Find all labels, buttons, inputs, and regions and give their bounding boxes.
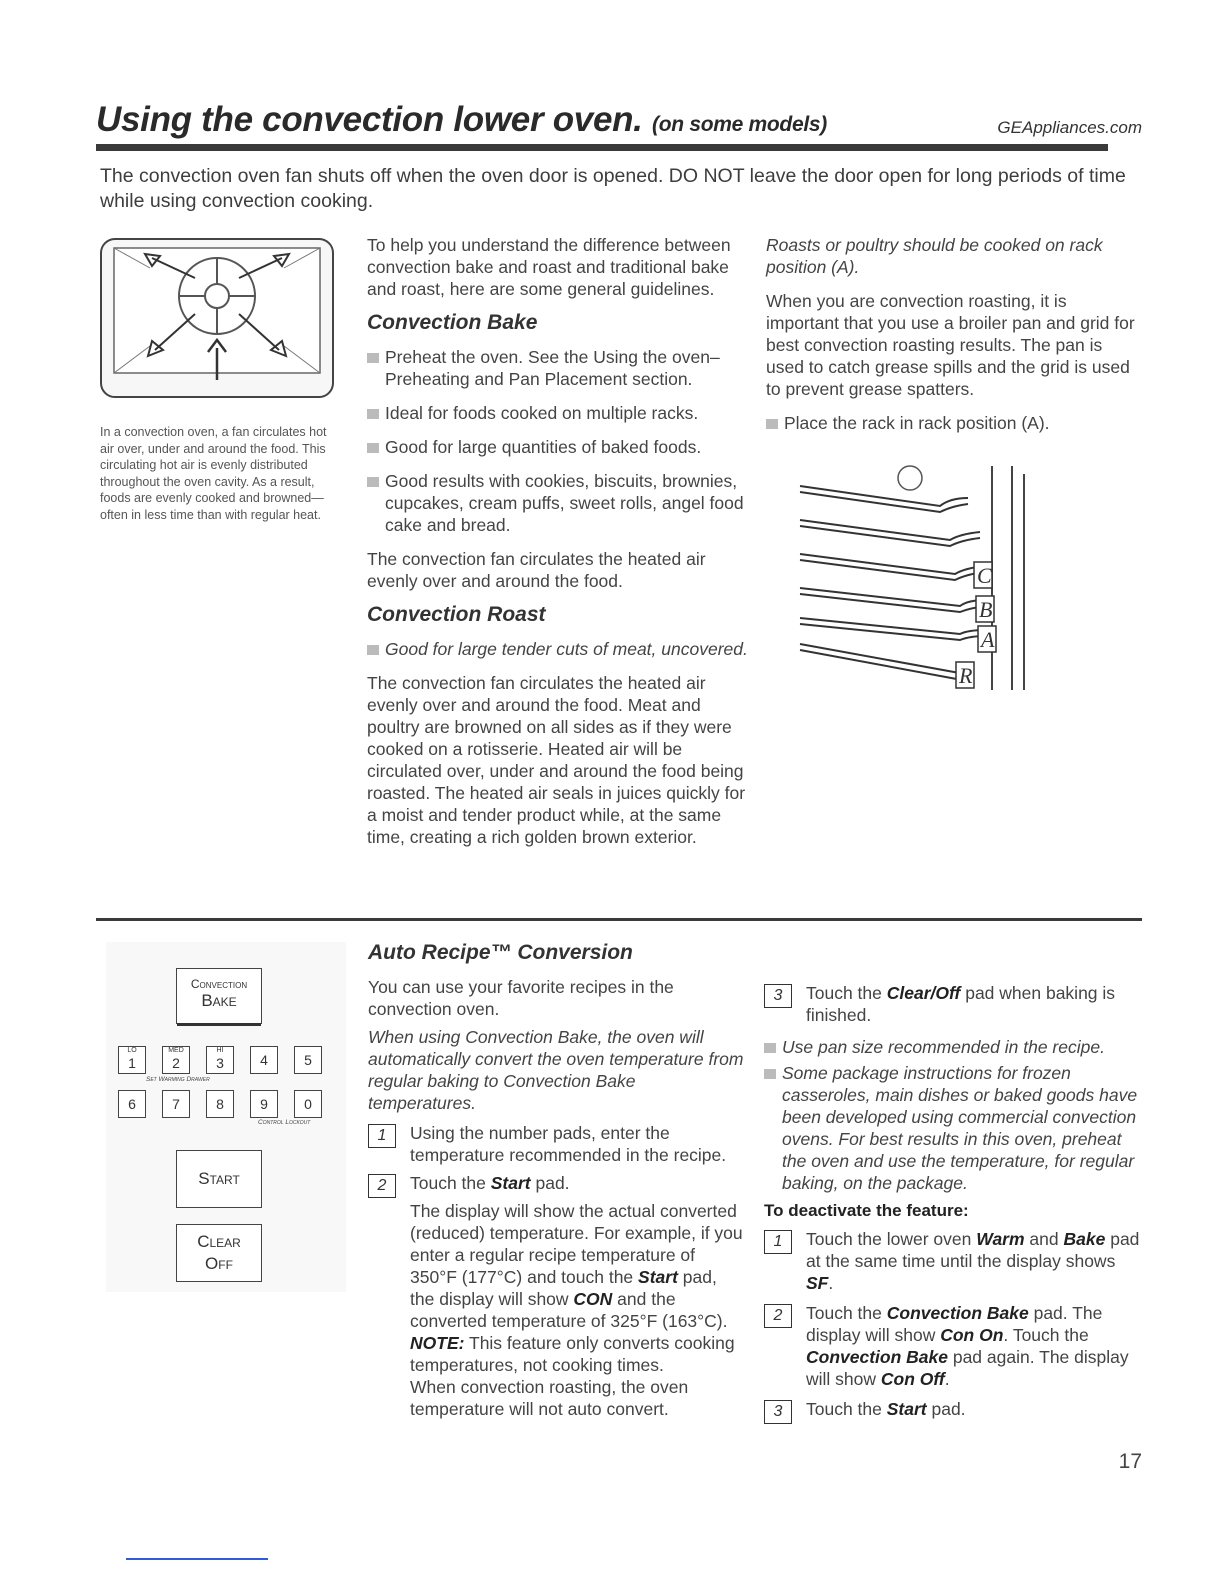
step-number: 1 <box>368 1124 396 1148</box>
roast-note: When convection roasting, the oven temperature will not auto convert. <box>410 1377 689 1419</box>
step-text: Using the number pads, enter the temperature recommended in the recipe. <box>410 1123 727 1165</box>
convection-bake-pad-ref: Convection Bake <box>886 1303 1029 1323</box>
step-text-end: . <box>828 1273 834 1293</box>
display-explanation <box>368 1200 744 1420</box>
step-number: 1 <box>764 1230 792 1254</box>
number-key: 4 <box>250 1046 278 1074</box>
number-key <box>206 1046 234 1074</box>
step-text: Touch the <box>410 1173 491 1193</box>
keypad-figure <box>106 942 346 1292</box>
figure-caption: In a convection oven, a fan circulates hot air over, under and around the food. This circulating hot air is evenly distributed throughout the oven cavity. As a result, foods are evenly cooked and browned—often in less time than with regular heat. <box>100 425 327 522</box>
number-key: 5 <box>294 1046 322 1074</box>
key-label-line1: Convection <box>190 977 248 991</box>
list-item: Place the rack in rack position (A). <box>766 412 1142 434</box>
auto-description: When using Convection Bake, the oven will automatically convert the oven temperature from regular baking to Convection Bake temperatures. <box>368 1027 744 1113</box>
display-sf: SF <box>806 1273 829 1293</box>
auto-intro: You can use your favorite recipes in the convection oven. <box>368 977 674 1019</box>
display-con-on: Con On <box>940 1325 1004 1345</box>
clear-off-pad-ref: Clear/Off <box>886 983 961 1003</box>
list-item: Use pan size recommended in the recipe. <box>764 1036 1144 1058</box>
rack-note: Roasts or poultry should be cooked on rack position (A). <box>766 235 1103 277</box>
step-text: pad again. The display will show <box>806 1347 1129 1389</box>
step-number: 2 <box>368 1174 396 1198</box>
auto-recipe-column <box>368 942 744 1420</box>
tips-list <box>764 1036 1144 1194</box>
title-sub: (on some models) <box>652 113 827 136</box>
guidelines-intro: To help you understand the difference between convection bake and roast and traditional bake and roast, here are some general guidelines. <box>367 235 731 299</box>
display-con-off: Con Off <box>880 1369 945 1389</box>
number-key <box>118 1046 146 1074</box>
start-pad-ref: Start <box>886 1399 927 1419</box>
right-column <box>766 234 1142 446</box>
key-label-line2: Off <box>205 1254 233 1273</box>
step-text: Touch the lower oven <box>806 1229 977 1249</box>
step-text-end: pad when baking is finished. <box>806 983 1116 1025</box>
rack-list <box>766 412 1142 434</box>
number-key: 8 <box>206 1090 234 1118</box>
convection-bake-key <box>176 968 262 1024</box>
start-key: Start <box>176 1150 262 1208</box>
bottom-link-line <box>126 1558 268 1560</box>
title-main: Using the convection lower oven. <box>96 100 643 139</box>
step-3 <box>764 982 1144 1026</box>
display-text: The display will show the actual converted (reduced) temperature. For example, if you enter a regular recipe temperature of 350°F (177°C) and touch the <box>410 1201 743 1287</box>
step-text: Touch the <box>806 1399 887 1419</box>
key-label-line1: Clear <box>197 1232 241 1251</box>
key-sub-label: MED <box>168 1047 184 1054</box>
step-text: . Touch the <box>1003 1325 1089 1345</box>
display-text: and the converted temperature of 325°F (163°C). <box>410 1289 728 1331</box>
step-text: Touch the <box>806 983 887 1003</box>
bake-pad-ref: Bake <box>1063 1229 1106 1249</box>
step-text-end: pad. <box>926 1399 966 1419</box>
header-rule <box>96 144 1108 151</box>
deactivate-heading: To deactivate the feature: <box>764 1201 969 1220</box>
start-pad-ref: Start <box>638 1267 678 1287</box>
number-key: 0 <box>294 1090 322 1118</box>
auto-recipe-right-column <box>764 982 1144 1426</box>
key-label-line2: Bake <box>201 991 237 1010</box>
section-divider <box>96 918 1142 921</box>
rack-illustration <box>790 458 1040 693</box>
page-number: 17 <box>1118 1450 1142 1473</box>
number-key: 6 <box>118 1090 146 1118</box>
list-item: Ideal for foods cooked on multiple racks. <box>367 402 751 424</box>
step-text-end: pad. <box>530 1173 570 1193</box>
number-key: 9 <box>250 1090 278 1118</box>
roast-text: The convection fan circulates the heated air evenly over and around the food. Meat and poultry are browned on all sides as if they were cooked on a rotisserie. Heated air will be circulated over, under and around the food being roasted. The heated air seals in juices quickly for a moist and tender product while, at the same time, creating a rich golden brown exterior. <box>367 673 746 847</box>
step-number: 3 <box>764 1400 792 1424</box>
convection-roast-heading: Convection Roast <box>367 603 546 626</box>
middle-column <box>367 234 751 860</box>
site-url: GEAppliances.com <box>997 118 1142 137</box>
rack-label-b: B <box>979 597 993 622</box>
roast-list <box>367 638 751 660</box>
intro-text: The convection oven fan shuts off when the oven door is opened. DO NOT leave the door open for long periods of time while using convection cooking. <box>100 165 1126 212</box>
step-text-end: . <box>944 1369 950 1389</box>
row2-caption: Control Lockout <box>258 1119 311 1126</box>
key-label: 3 <box>216 1055 224 1071</box>
deactivate-step-1 <box>764 1228 1144 1294</box>
step-text: Touch the <box>806 1303 887 1323</box>
key-label: 2 <box>172 1055 180 1071</box>
step-2 <box>368 1172 744 1194</box>
list-item: Good for large quantities of baked foods. <box>367 436 751 458</box>
rack-label-a: A <box>981 627 995 652</box>
step-text: and <box>1024 1229 1064 1249</box>
bake-list <box>367 346 751 536</box>
display-text: pad, the display will show <box>410 1267 717 1309</box>
bake-text: The convection fan circulates the heated air evenly over and around the food. <box>367 549 706 591</box>
list-item: Some package instructions for frozen casseroles, main dishes or baked goods have been developed using commercial convection ovens. For best results in this oven, preheat the oven and use the temperature, for regular baking, on the package. <box>764 1062 1144 1194</box>
convection-bake-heading: Convection Bake <box>367 311 538 334</box>
deactivate-step-3 <box>764 1398 1144 1420</box>
convection-oven-figure <box>100 238 334 398</box>
page-title <box>96 100 827 140</box>
roasting-text: When you are convection roasting, it is important that you use a broiler pan and grid for best convection roasting results. The pan is used to catch grease spills and the grid is used to prevent grease spatters. <box>766 291 1135 399</box>
key-sub-label: LO <box>127 1047 137 1054</box>
auto-recipe-heading: Auto Recipe™ Conversion <box>368 941 633 964</box>
step-1 <box>368 1122 744 1166</box>
clear-off-key <box>176 1224 262 1282</box>
list-item: Preheat the oven. See the Using the oven–Preheating and Pan Placement section. <box>367 346 751 390</box>
number-key: 7 <box>162 1090 190 1118</box>
deactivate-step-2 <box>764 1302 1144 1390</box>
rack-label-c: C <box>977 563 992 588</box>
convection-bake-pad-ref: Convection Bake <box>806 1347 948 1367</box>
step-number: 2 <box>764 1304 792 1328</box>
number-key <box>162 1046 190 1074</box>
list-item: Good for large tender cuts of meat, uncovered. <box>367 638 751 660</box>
warm-pad-ref: Warm <box>976 1229 1025 1249</box>
step-text: pad. The display will show <box>806 1303 1103 1345</box>
key-label: 1 <box>128 1055 136 1071</box>
key-sub-label: HI <box>216 1047 224 1054</box>
step-text: pad at the same time until the display shows <box>806 1229 1140 1271</box>
note-text: This feature only converts cooking temperatures, not cooking times. <box>410 1333 735 1375</box>
rack-label-r: R <box>959 663 973 688</box>
step-number: 3 <box>764 984 792 1008</box>
oven-airflow-illustration <box>100 238 334 398</box>
note-label: NOTE: <box>410 1333 465 1353</box>
rack-position-figure <box>790 458 1040 693</box>
display-con: CON <box>573 1289 613 1309</box>
row1-caption: Set Warming Drawer <box>146 1076 210 1083</box>
start-pad-ref: Start <box>490 1173 531 1193</box>
list-item: Good results with cookies, biscuits, brownies, cupcakes, cream puffs, sweet rolls, angel food cake and bread. <box>367 470 751 536</box>
